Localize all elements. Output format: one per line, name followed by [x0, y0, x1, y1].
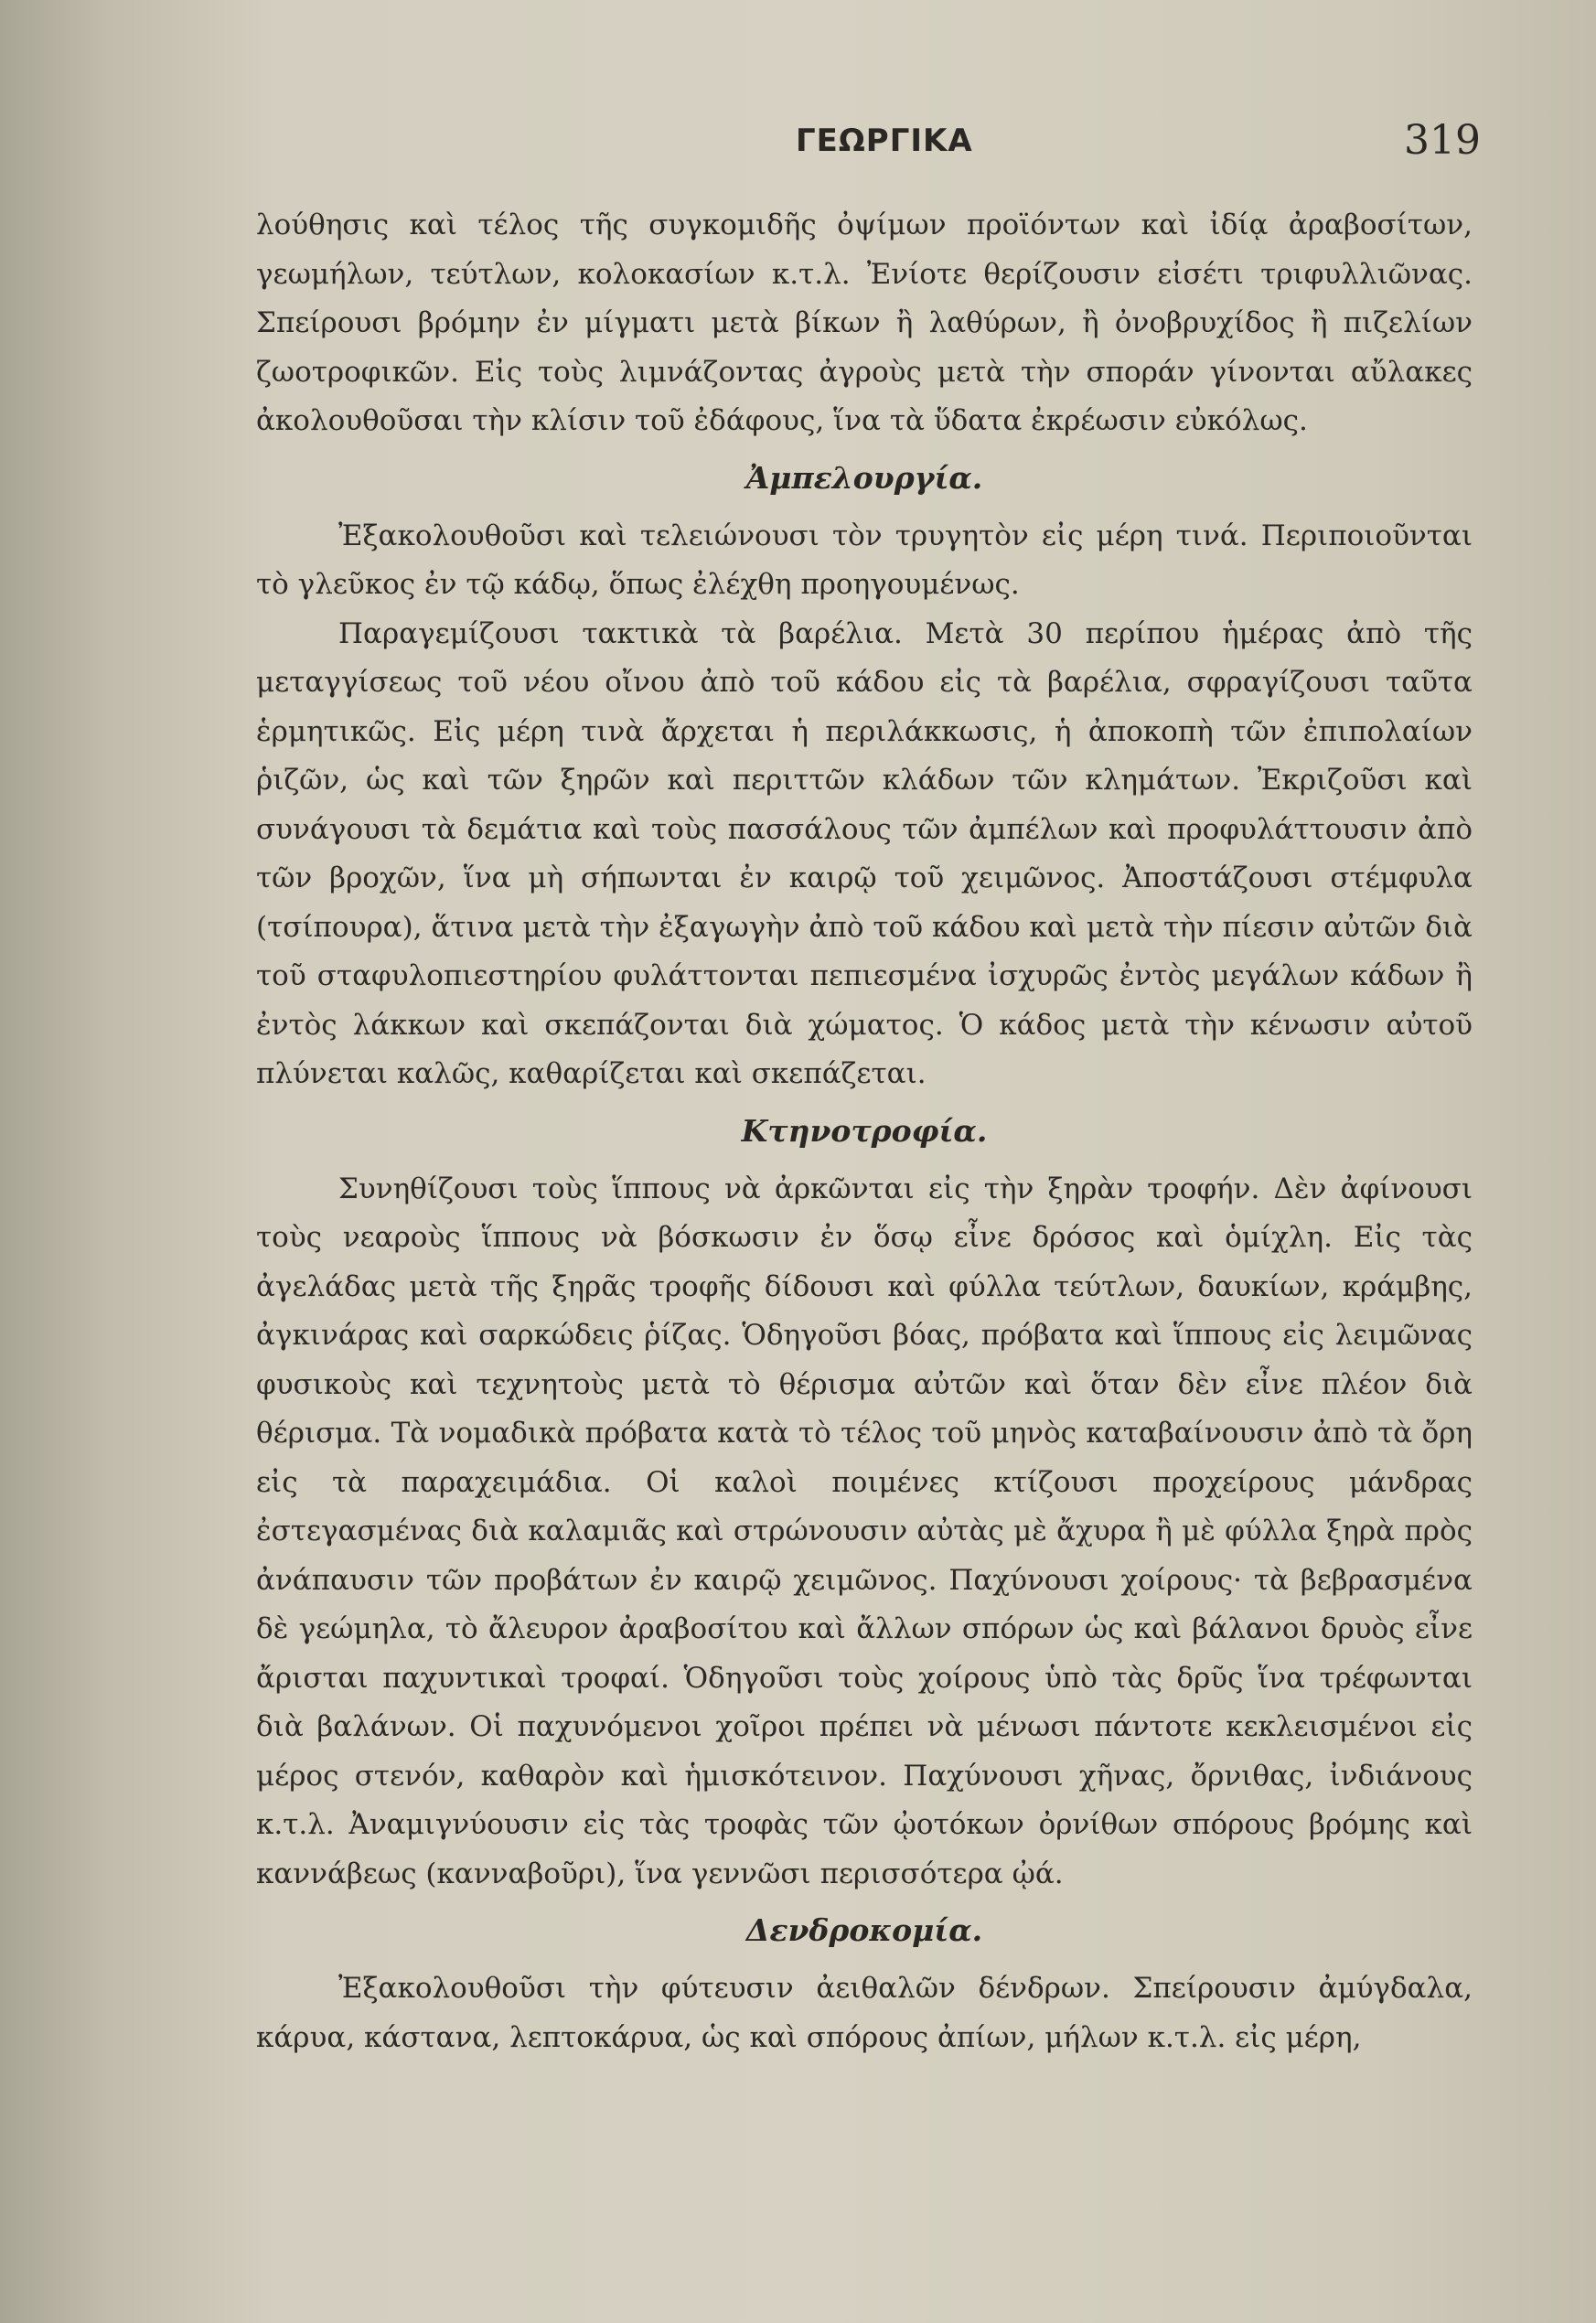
- section-heading-viticulture: Ἀμπελουργία.: [745, 459, 983, 496]
- paragraph-intro: λούθησις καὶ τέλος τῆς συγκομιδῆς ὀψίμων προϊόντων καὶ ἰδίᾳ ἀραβοσίτων, γεωμήλων, τεύτλων, κολοκασίων κ.τ.λ. Ἐνίοτε θερίζουσιν εἰσέτι τριφυλλιῶνας. Σπείρουσι βρόμην ἐν μίγματι μετὰ βίκων ἢ λαθύρων, ἢ ὀνοβρυχίδος ἢ πιζελίων ζωοτροφικῶν. Εἰς τοὺς λιμνάζοντας ἀγροὺς μετὰ τὴν σποράν γίνονται αὔλακες ἀκολουθοῦσαι τὴν κλίσιν τοῦ ἐδάφους, ἵνα τὰ ὕδατα ἐκρέωσιν εὐκόλως.: [256, 209, 1473, 437]
- paragraph-viticulture-2: Παραγεμίζουσι τακτικὰ τὰ βαρέλια. Μετὰ 30 περίπου ἡμέρας ἀπὸ τῆς μεταγγίσεως τοῦ νέου οἴνου ἀπὸ τοῦ κάδου εἰς τὰ βαρέλια, σφραγίζουσι ταῦτα ἑρμητικῶς. Εἰς μέρη τινὰ ἄρχεται ἡ περιλάκκωσις, ἡ ἀποκοπὴ τῶν ἐπιπολαίων ῥιζῶν, ὡς καὶ τῶν ξηρῶν καὶ περιττῶν κλάδων τῶν κλημάτων. Ἐκριζοῦσι καὶ συνάγουσι τὰ δεμάτια καὶ τοὺς πασσάλους τῶν ἀμπέλων καὶ προφυλάττουσιν ἀπὸ τῶν βροχῶν, ἵνα μὴ σήπωνται ἐν καιρῷ τοῦ χειμῶνος. Ἀποστάζουσι στέμφυλα (τσίπουρα), ἅτινα μετὰ τὴν ἐξαγωγὴν ἀπὸ τοῦ κάδου καὶ μετὰ τὴν πίεσιν αὐτῶν διὰ τοῦ σταφυλοπιεστηρίου φυλάττονται πεπιεσμένα ἰσχυρῶς ἐντὸς μεγάλων κάδων ἢ ἐντὸς λάκκων καὶ σκεπάζονται διὰ χώματος. Ὁ κάδος μετὰ τὴν κένωσιν αὐτοῦ πλύνεται καλῶς, καθαρίζεται καὶ σκεπάζεται.: [256, 616, 1473, 1090]
- paragraph-animal-husbandry: Συνηθίζουσι τοὺς ἵππους νὰ ἀρκῶνται εἰς τὴν ξηρὰν τροφήν. Δὲν ἀφίνουσι τοὺς νεαροὺς ἵππους νὰ βόσκωσιν ἐν ὅσῳ εἶνε δρόσος καὶ ὁμίχλη. Εἰς τὰς ἀγελάδας μετὰ τῆς ξηρᾶς τροφῆς δίδουσι καὶ φύλλα τεύτλων, δαυκίων, κράμβης, ἀγκινάρας καὶ σαρκώδεις ῥίζας. Ὁδηγοῦσι βόας, πρόβατα καὶ ἵππους εἰς λειμῶνας φυσικοὺς καὶ τεχνητοὺς μετὰ τὸ θέρισμα αὐτῶν καὶ ὅταν δὲν εἶνε πλέον διὰ θέρισμα. Τὰ νομαδικὰ πρόβατα κατὰ τὸ τέλος τοῦ μηνὸς καταβαίνουσιν ἀπὸ τὰ ὄρη εἰς τὰ παραχειμάδια. Οἱ καλοὶ ποιμένες κτίζουσι προχείρους μάνδρας ἐστεγασμένας διὰ καλαμιᾶς καὶ στρώνουσιν αὐτὰς μὲ ἄχυρα ἢ μὲ φύλλα ξηρὰ πρὸς ἀνάπαυσιν τῶν προβάτων ἐν καιρῷ χειμῶνος. Παχύνουσι χοίρους· τὰ βεβρασμένα δὲ γεώμηλα, τὸ ἄλευρον ἀραβοσίτου καὶ ἄλλων σπόρων ὡς καὶ βάλανοι δρυὸς εἶνε ἄρισται παχυντικαὶ τροφαί. Ὁδηγοῦσι τοὺς χοίρους ὑπὸ τὰς δρῦς ἵνα τρέφωνται διὰ βαλάνων. Οἱ παχυνόμενοι χοῖροι πρέπει νὰ μένωσι πάντοτε κεκλεισμένοι εἰς μέρος στενόν, καθαρὸν καὶ ἡμισκότεινον. Παχύνουσι χῆνας, ὄρνιθας, ἰνδιάνους κ.τ.λ. Ἀναμιγνύουσιν εἰς τὰς τροφὰς τῶν ᾠοτόκων ὀρνίθων σπόρους βρόμης καὶ καννάβεως (κανναβοῦρι), ἵνα γεννῶσι περισσότερα ᾠά.: [256, 1172, 1473, 1890]
- paragraph-viticulture-1: Ἐξακολουθοῦσι καὶ τελειώνουσι τὸν τρυγητὸν εἰς μέρη τινά. Περιποιοῦνται τὸ γλεῦκος ἐν τῷ κάδῳ, ὅπως ἐλέχθη προηγουμένως.: [256, 519, 1473, 601]
- paragraph-arboriculture: Ἐξακολουθοῦσι τὴν φύτευσιν ἀειθαλῶν δένδρων. Σπείρουσιν ἀμύγδαλα, κάρυα, κάστανα, λεπτοκάρυα, ὡς καὶ σπόρους ἀπίων, μήλων κ.τ.λ. εἰς μέρη,: [256, 1972, 1473, 2054]
- section-heading-animal-husbandry: Κτηνοτροφία.: [741, 1112, 988, 1149]
- section-heading-arboriculture: Δενδροκομία.: [745, 1912, 983, 1948]
- body-text: [256, 201, 1473, 2062]
- running-title: ΓΕΩΡΓΙΚΑ: [796, 123, 973, 159]
- page-header: [0, 117, 1596, 172]
- page-number: 319: [1404, 117, 1481, 164]
